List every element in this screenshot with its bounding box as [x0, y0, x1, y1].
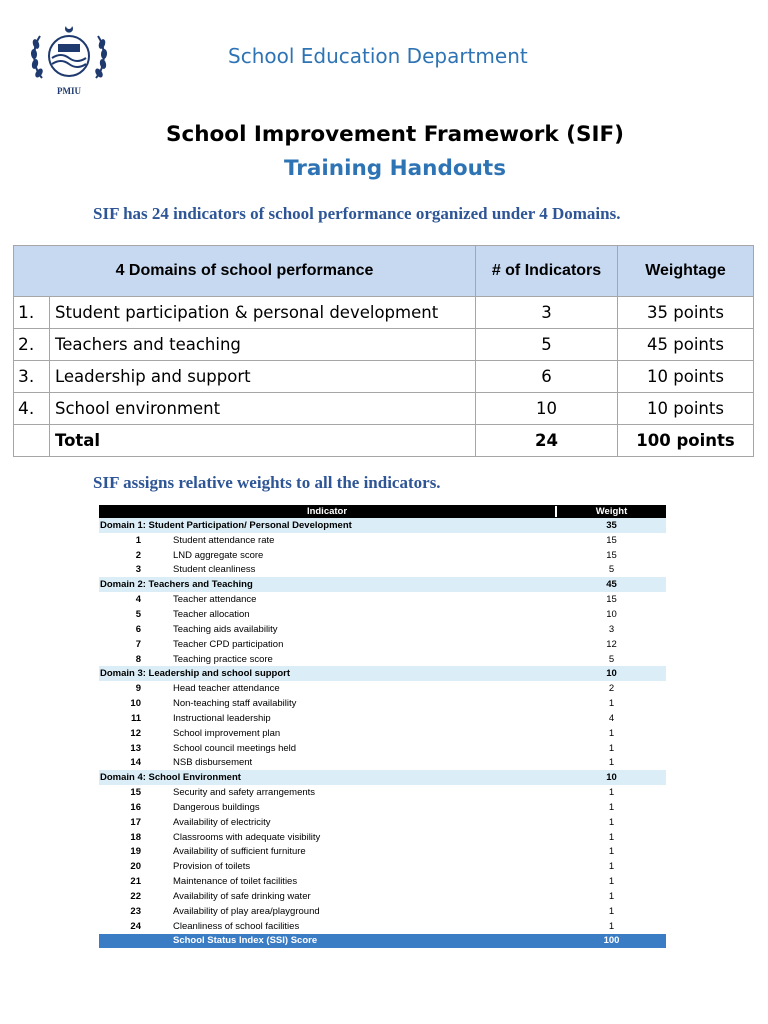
indicator-name: Maintenance of toilet facilities [173, 876, 298, 888]
weights-body [99, 518, 666, 934]
summary-row [14, 361, 754, 393]
total-label: Total [50, 425, 476, 457]
summary-total-row [14, 425, 754, 457]
indicator-name: Student cleanliness [173, 564, 256, 576]
indicator-name: Availability of safe drinking water [173, 891, 311, 903]
indicator-name: Teaching aids availability [173, 623, 278, 635]
indicator-row [99, 800, 666, 815]
indicator-row [99, 637, 666, 652]
header-indicators: # of Indicators [476, 246, 618, 297]
indicator-name: Availability of sufficient furniture [173, 846, 306, 858]
indicator-name: Teacher CPD participation [173, 638, 284, 650]
indicator-name: Provision of toilets [173, 861, 251, 873]
domain-row [99, 518, 666, 533]
row-indicators: 10 [476, 393, 618, 425]
row-indicators: 6 [476, 361, 618, 393]
domain-row [99, 770, 666, 785]
indicator-row [99, 845, 666, 860]
indicator-number: 12 [130, 727, 141, 739]
weights-header-indicator: Indicator [306, 506, 348, 517]
weights-header-row [99, 505, 666, 518]
indicator-number: 9 [135, 683, 141, 695]
indicator-weight: 1 [608, 905, 615, 917]
indicator-row [99, 592, 666, 607]
indicator-weight: 1 [608, 831, 615, 843]
indicator-weight: 1 [608, 742, 615, 754]
indicator-number: 24 [130, 920, 141, 932]
indicator-name: Availability of electricity [173, 816, 271, 828]
indicator-number: 19 [130, 846, 141, 858]
indicator-number: 14 [130, 757, 141, 769]
row-number: 2. [14, 329, 50, 361]
indicator-weight: 1 [608, 727, 615, 739]
indicator-number: 15 [130, 787, 141, 799]
domain-label: Domain 4: School Environment [100, 772, 241, 784]
indicator-weight: 1 [608, 801, 615, 813]
row-domain: Teachers and teaching [50, 329, 476, 361]
domain-weight: 45 [606, 579, 617, 591]
indicator-weight: 1 [608, 816, 615, 828]
domain-weight: 10 [606, 668, 617, 680]
indicator-weight: 2 [608, 683, 615, 695]
summary-row [14, 297, 754, 329]
indicator-weight: 1 [608, 861, 615, 873]
logo-text: PMIU [57, 86, 81, 96]
row-indicators: 3 [476, 297, 618, 329]
indicator-name: Teacher allocation [173, 608, 250, 620]
indicator-number: 18 [130, 831, 141, 843]
indicator-row [99, 889, 666, 904]
indicator-row [99, 904, 666, 919]
indicator-row [99, 652, 666, 667]
indicator-name: LND aggregate score [173, 549, 264, 561]
row-weight: 10 points [618, 361, 754, 393]
indicator-name: Teacher attendance [173, 594, 257, 606]
page-subtitle: Training Handouts [284, 156, 506, 181]
indicator-name: Instructional leadership [173, 712, 271, 724]
indicator-number: 21 [130, 876, 141, 888]
indicator-row [99, 830, 666, 845]
indicator-row [99, 711, 666, 726]
indicator-name: Student attendance rate [173, 534, 275, 546]
indicator-weight: 1 [608, 920, 615, 932]
indicator-row [99, 859, 666, 874]
footer-weight: 100 [603, 935, 620, 947]
indicator-number: 17 [130, 816, 141, 828]
row-indicators: 5 [476, 329, 618, 361]
indicator-weight: 1 [608, 876, 615, 888]
domain-row [99, 577, 666, 592]
indicator-name: Classrooms with adequate visibility [173, 831, 321, 843]
row-weight: 35 points [618, 297, 754, 329]
indicator-weight: 1 [608, 891, 615, 903]
domain-weight: 35 [606, 519, 617, 531]
indicator-number: 2 [135, 549, 141, 561]
indicator-name: School council meetings held [173, 742, 297, 754]
indicator-row [99, 741, 666, 756]
indicator-row [99, 785, 666, 800]
indicator-weight: 15 [606, 594, 617, 606]
indicator-number: 8 [135, 653, 141, 665]
row-number: 1. [14, 297, 50, 329]
indicator-row [99, 622, 666, 637]
row-domain: School environment [50, 393, 476, 425]
indicator-number: 16 [130, 801, 141, 813]
total-indicators: 24 [476, 425, 618, 457]
pmiu-logo [28, 22, 110, 98]
header-domains: 4 Domains of school performance [14, 246, 476, 297]
indicator-weight: 12 [606, 638, 617, 650]
domains-summary-table [13, 245, 754, 457]
indicator-number: 23 [130, 905, 141, 917]
indicator-name: Non-teaching staff availability [173, 698, 297, 710]
indicator-weight: 15 [606, 534, 617, 546]
indicator-name: Security and safety arrangements [173, 787, 316, 799]
indicator-weight: 10 [606, 608, 617, 620]
indicator-weight: 1 [608, 846, 615, 858]
indicator-weight: 5 [608, 653, 615, 665]
indicator-row [99, 696, 666, 711]
indicator-name: Dangerous buildings [173, 801, 260, 813]
total-weight: 100 points [618, 425, 754, 457]
indicator-name: Teaching practice score [173, 653, 273, 665]
indicator-row [99, 533, 666, 548]
indicator-number: 7 [135, 638, 141, 650]
row-domain: Student participation & personal development [50, 297, 476, 329]
domain-label: Domain 1: Student Participation/ Personal Development [100, 519, 352, 531]
indicator-weight: 1 [608, 757, 615, 769]
indicator-row [99, 681, 666, 696]
indicator-weight: 15 [606, 549, 617, 561]
indicator-weights-table [99, 505, 666, 948]
indicator-row [99, 874, 666, 889]
indicator-row [99, 607, 666, 622]
row-number: 3. [14, 361, 50, 393]
weights-intro-text: SIF assigns relative weights to all the indicators. [93, 473, 441, 492]
indicator-name: Head teacher attendance [173, 683, 280, 695]
indicator-name: Availability of play area/playground [173, 905, 320, 917]
row-number: 4. [14, 393, 50, 425]
indicator-weight: 5 [608, 564, 615, 576]
indicator-number: 22 [130, 891, 141, 903]
indicator-weight: 1 [608, 787, 615, 799]
page-title: School Improvement Framework (SIF) [166, 122, 624, 147]
indicator-row [99, 563, 666, 578]
indicator-name: NSB disbursement [173, 757, 253, 769]
indicator-row [99, 548, 666, 563]
weights-header-weight: Weight [555, 506, 666, 517]
row-weight: 45 points [618, 329, 754, 361]
indicator-row [99, 726, 666, 741]
indicator-number: 20 [130, 861, 141, 873]
header-weightage: Weightage [618, 246, 754, 297]
summary-header-row [14, 246, 754, 297]
domain-label: Domain 2: Teachers and Teaching [100, 579, 253, 591]
indicator-row [99, 919, 666, 934]
indicator-name: School improvement plan [173, 727, 281, 739]
indicator-row [99, 815, 666, 830]
weights-footer-row [99, 934, 666, 948]
indicator-number: 6 [135, 623, 141, 635]
indicator-number: 1 [135, 534, 141, 546]
indicator-number: 13 [130, 742, 141, 754]
indicator-number: 5 [135, 608, 141, 620]
summary-row [14, 329, 754, 361]
indicator-name: Cleanliness of school facilities [173, 920, 300, 932]
indicator-weight: 3 [608, 623, 615, 635]
row-weight: 10 points [618, 393, 754, 425]
footer-label: School Status Index (SSI) Score [173, 935, 318, 947]
domain-weight: 10 [606, 772, 617, 784]
indicator-number: 10 [130, 698, 141, 710]
indicator-number: 11 [130, 712, 141, 724]
indicator-weight: 4 [608, 712, 615, 724]
intro-text: SIF has 24 indicators of school performance organized under 4 Domains. [93, 204, 621, 223]
indicator-weight: 1 [608, 698, 615, 710]
department-name: School Education Department [228, 44, 528, 68]
indicator-number: 4 [135, 594, 141, 606]
indicator-row [99, 756, 666, 771]
indicator-number: 3 [135, 564, 141, 576]
domain-label: Domain 3: Leadership and school support [100, 668, 291, 680]
domain-row [99, 666, 666, 681]
summary-row [14, 393, 754, 425]
row-domain: Leadership and support [50, 361, 476, 393]
total-empty-cell [14, 425, 50, 457]
